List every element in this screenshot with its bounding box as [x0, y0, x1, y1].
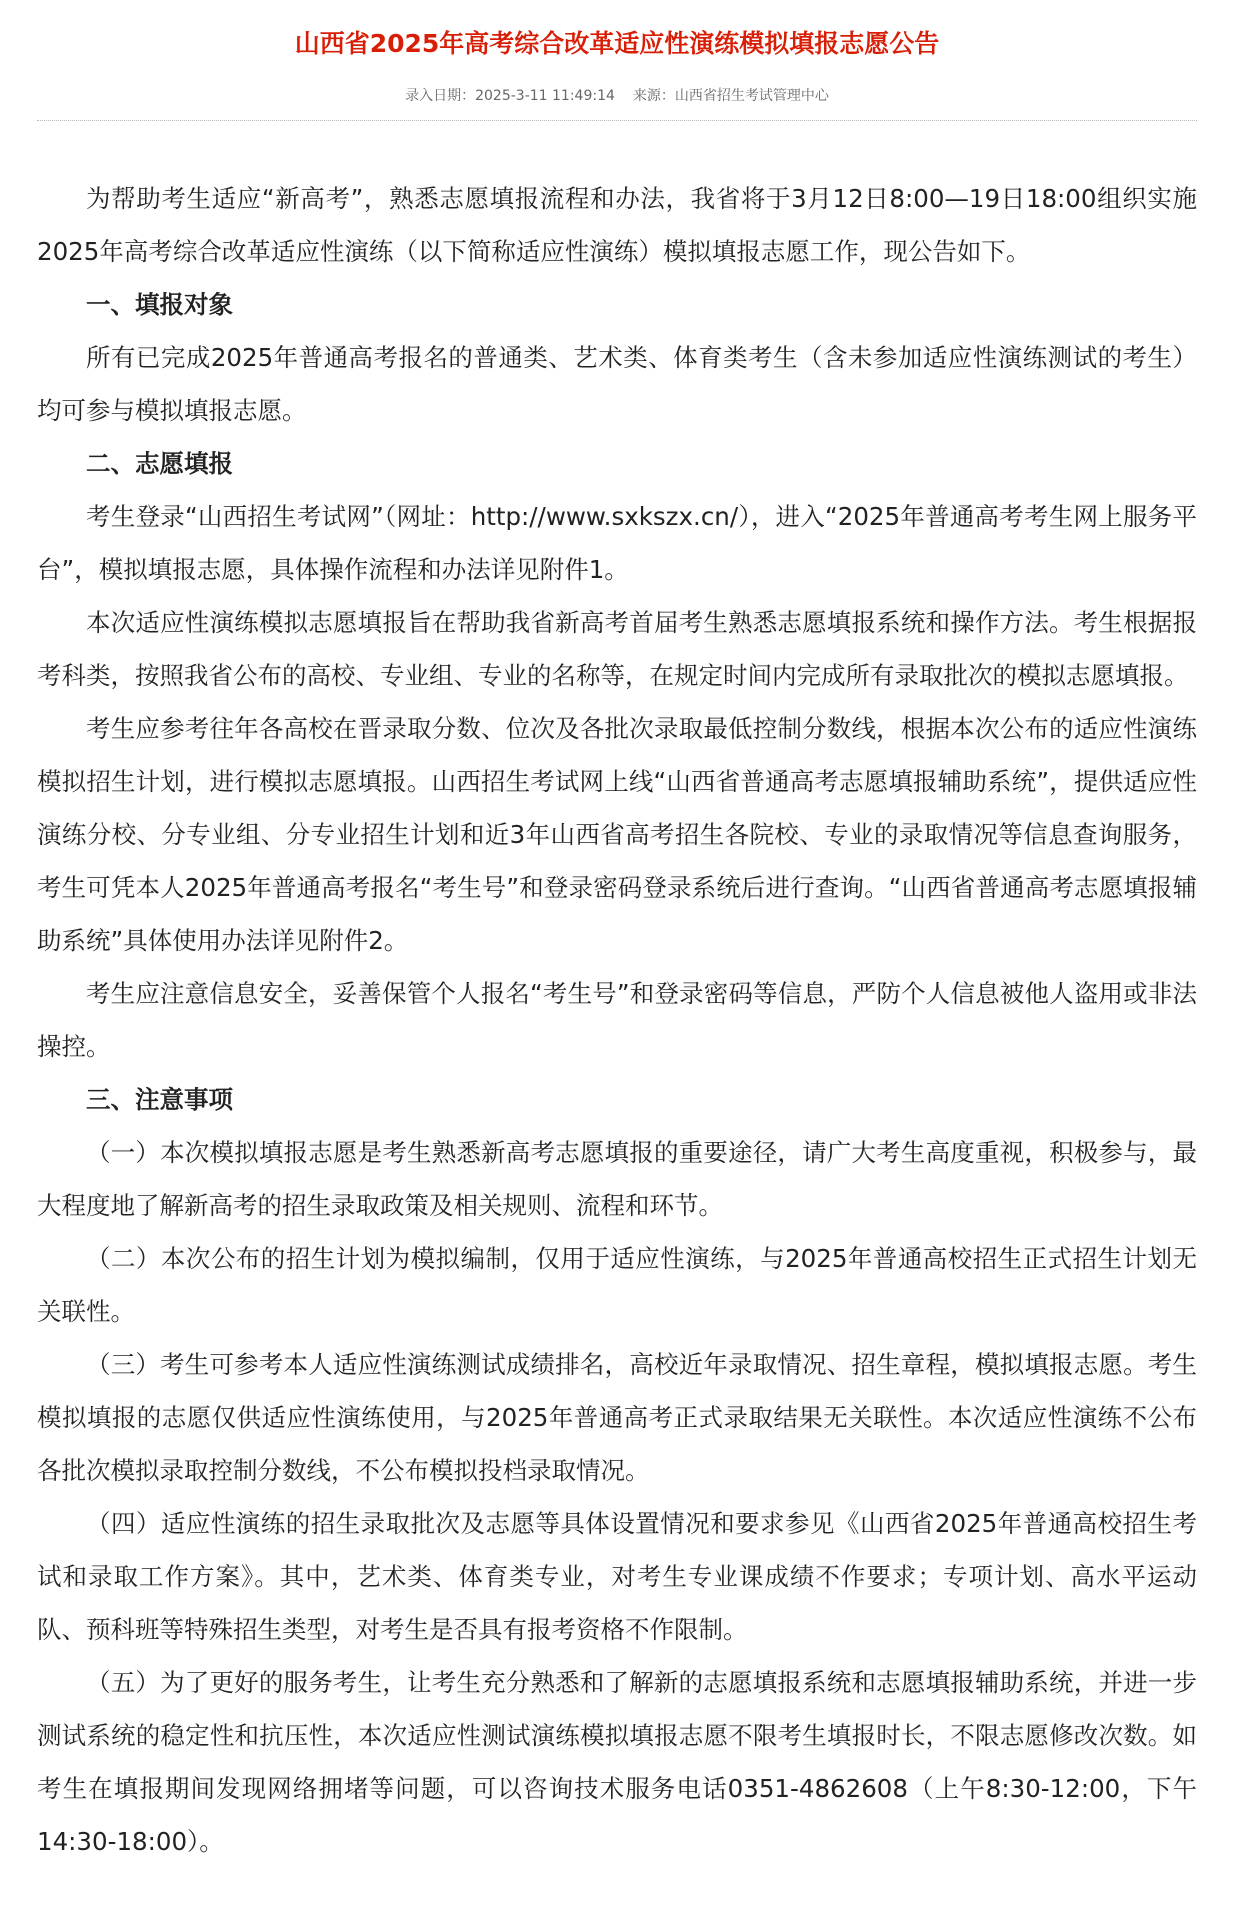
- article-meta: [37, 86, 1197, 106]
- body-paragraph: 考生应注意信息安全，妥善保管个人报名“考生号”和登录密码等信息，严防个人信息被他人盗用或非法操控。: [37, 979, 1197, 1061]
- body-paragraph: 考生应参考往年各高校在晋录取分数、位次及各批次录取最低控制分数线，根据本次公布的适应性演练模拟招生计划，进行模拟志愿填报。山西招生考试网上线“山西省普通高考志愿填报辅助系统”，提供适应性演练分校、分专业组、分专业招生计划和近3年山西省高考招生各院校、专业的录取情况等信息查询服务，考生可凭本人2025年普通高考报名“考生号”和登录密码登录系统后进行查询。“山西省普通高考志愿填报辅助系统”具体使用办法详见附件2。: [37, 714, 1197, 955]
- intro-paragraph: 为帮助考生适应“新高考”，熟悉志愿填报流程和办法，我省将于3月12日8:00—19日18:00组织实施2025年高考综合改革适应性演练（以下简称适应性演练）模拟填报志愿工作，现公告如下。: [37, 184, 1197, 266]
- note-item: （一）本次模拟填报志愿是考生熟悉新高考志愿填报的重要途径，请广大考生高度重视，积极参与，最大程度地了解新高考的招生录取政策及相关规则、流程和环节。: [37, 1138, 1197, 1220]
- article-body: [37, 172, 1197, 1868]
- title-divider: [37, 120, 1197, 121]
- body-paragraph: 所有已完成2025年普通高考报名的普通类、艺术类、体育类考生（含未参加适应性演练测试的考生）均可参与模拟填报志愿。: [37, 343, 1197, 425]
- note-item: （二）本次公布的招生计划为模拟编制，仅用于适应性演练，与2025年普通高校招生正式招生计划无关联性。: [37, 1244, 1197, 1326]
- section-heading-filling: 二、志愿填报: [86, 449, 233, 478]
- section-heading-notes: 三、注意事项: [86, 1085, 233, 1114]
- note-item: （四）适应性演练的招生录取批次及志愿等具体设置情况和要求参见《山西省2025年普通高校招生考试和录取工作方案》。其中，艺术类、体育类专业，对考生专业课成绩不作要求；专项计划、高水平运动队、预科班等特殊招生类型，对考生是否具有报考资格不作限制。: [37, 1509, 1197, 1644]
- article-title: 山西省2025年高考综合改革适应性演练模拟填报志愿公告: [294, 29, 940, 58]
- body-paragraph: 本次适应性演练模拟志愿填报旨在帮助我省新高考首届考生熟悉志愿填报系统和操作方法。考生根据报考科类，按照我省公布的高校、专业组、专业的名称等，在规定时间内完成所有录取批次的模拟志愿填报。: [37, 608, 1197, 690]
- note-item: （三）考生可参考本人适应性演练测试成绩排名，高校近年录取情况、招生章程，模拟填报志愿。考生模拟填报的志愿仅供适应性演练使用，与2025年普通高考正式录取结果无关联性。本次适应性演练不公布各批次模拟录取控制分数线，不公布模拟投档录取情况。: [37, 1350, 1197, 1485]
- note-item: （五）为了更好的服务考生，让考生充分熟悉和了解新的志愿填报系统和志愿填报辅助系统，并进一步测试系统的稳定性和抗压性，本次适应性测试演练模拟填报志愿不限考生填报时长，不限志愿修改次数。如考生在填报期间发现网络拥堵等问题，可以咨询技术服务电话0351-4862608（上午8:30-12:00，下午14:30-18:00）。: [37, 1668, 1197, 1856]
- section-heading-target: 一、填报对象: [86, 290, 233, 319]
- body-paragraph: 考生登录“山西招生考试网”（网址：http://www.sxkszx.cn/），进入“2025年普通高考考生网上服务平台”，模拟填报志愿，具体操作流程和办法详见附件1。: [37, 502, 1197, 584]
- article-container: [37, 0, 1197, 1868]
- entry-date: 录入日期：2025-3-11 11:49:14: [405, 88, 615, 104]
- article-source: 来源：山西省招生考试管理中心: [632, 88, 829, 104]
